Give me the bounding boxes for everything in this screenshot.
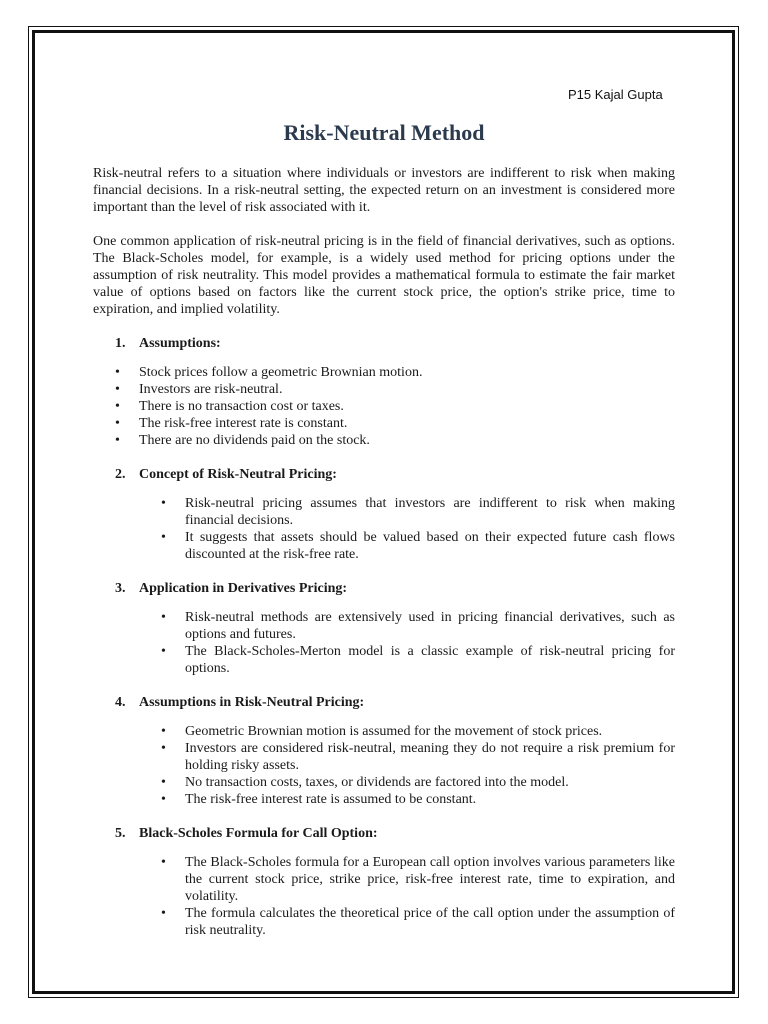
list-item: • The Black-Scholes-Merton model is a classic example of risk-neutral pricing for options. [161, 644, 675, 676]
bullet-icon: • [115, 382, 120, 397]
bullet-list [93, 364, 675, 449]
section-number: 1. [115, 336, 126, 351]
section-title: Assumptions in Risk-Neutral Pricing: [139, 695, 365, 710]
section-application [93, 580, 675, 677]
list-item: • Investors are considered risk-neutral, meaning they do not require a risk premium for holding risky assets. [161, 741, 675, 773]
list-item: • The Black-Scholes formula for a European call option involves various parameters like the current stock price, strike price, risk-free interest rate, time to expiration, and volatility. [161, 855, 675, 904]
list-item: • There is no transaction cost or taxes. [115, 399, 344, 414]
section-title: Black-Scholes Formula for Call Option: [139, 826, 378, 841]
bullet-icon: • [115, 399, 120, 414]
bullet-list [93, 723, 675, 808]
list-item: • The risk-free interest rate is constant. [115, 416, 348, 431]
intro-paragraph: Risk-neutral refers to a situation where individuals or investors are indifferent to risk when making financial decisions. In a risk-neutral setting, the expected return on an investment is considered more important than the level of risk associated with it. [93, 166, 675, 215]
list-item: • Investors are risk-neutral. [115, 382, 283, 397]
bullet-icon: • [161, 792, 166, 807]
list-item: • It suggests that assets should be valued based on their expected future cash flows discounted at the risk-free rate. [161, 530, 675, 562]
bullet-icon: • [161, 530, 166, 545]
section-heading [93, 825, 675, 842]
section-title: Concept of Risk-Neutral Pricing: [139, 467, 337, 482]
bullet-list [93, 854, 675, 939]
bullet-icon: • [161, 775, 166, 790]
section-heading [93, 335, 675, 352]
bullet-icon: • [161, 741, 166, 756]
bullet-icon: • [161, 610, 166, 625]
section-number: 5. [115, 826, 126, 841]
bullet-icon: • [115, 416, 120, 431]
section-number: 3. [115, 581, 126, 596]
list-item: • Stock prices follow a geometric Brownian motion. [115, 365, 423, 380]
bullet-icon: • [161, 496, 166, 511]
section-assumptions-pricing [93, 694, 675, 808]
author-name: P15 Kajal Gupta [568, 87, 663, 102]
list-item: • Risk-neutral pricing assumes that investors are indifferent to risk when making financial decisions. [161, 496, 675, 528]
section-heading [93, 694, 675, 711]
list-item: • Risk-neutral methods are extensively used in pricing financial derivatives, such as options and futures. [161, 610, 675, 642]
bullet-icon: • [161, 644, 166, 659]
section-black-scholes [93, 825, 675, 939]
section-number: 4. [115, 695, 126, 710]
list-item: • There are no dividends paid on the stock. [115, 433, 370, 448]
intro-paragraph: One common application of risk-neutral pricing is in the field of financial derivatives, such as options. The Black-Scholes model, for example, is a widely used method for pricing options under the assumption of risk neutrality. This model provides a mathematical formula to estimate the fair market value of options based on factors like the current stock price, the option's strike price, time to expiration, and implied volatility. [93, 234, 675, 317]
bullet-list [93, 495, 675, 563]
bullet-icon: • [161, 906, 166, 921]
section-heading [93, 580, 675, 597]
document-body [93, 165, 675, 956]
section-title: Assumptions: [139, 336, 221, 351]
bullet-icon: • [161, 724, 166, 739]
bullet-icon: • [161, 855, 166, 870]
bullet-list [93, 609, 675, 677]
document-title: Risk-Neutral Method [283, 120, 485, 145]
section-title: Application in Derivatives Pricing: [139, 581, 348, 596]
bullet-icon: • [115, 433, 120, 448]
section-assumptions [93, 335, 675, 449]
list-item: • No transaction costs, taxes, or dividends are factored into the model. [161, 775, 569, 790]
section-heading [93, 466, 675, 483]
list-item: • The risk-free interest rate is assumed to be constant. [161, 792, 477, 807]
section-number: 2. [115, 467, 126, 482]
list-item: • Geometric Brownian motion is assumed for the movement of stock prices. [161, 724, 603, 739]
bullet-icon: • [115, 365, 120, 380]
list-item: • The formula calculates the theoretical price of the call option under the assumption of risk neutrality. [161, 906, 675, 938]
section-concept [93, 466, 675, 563]
